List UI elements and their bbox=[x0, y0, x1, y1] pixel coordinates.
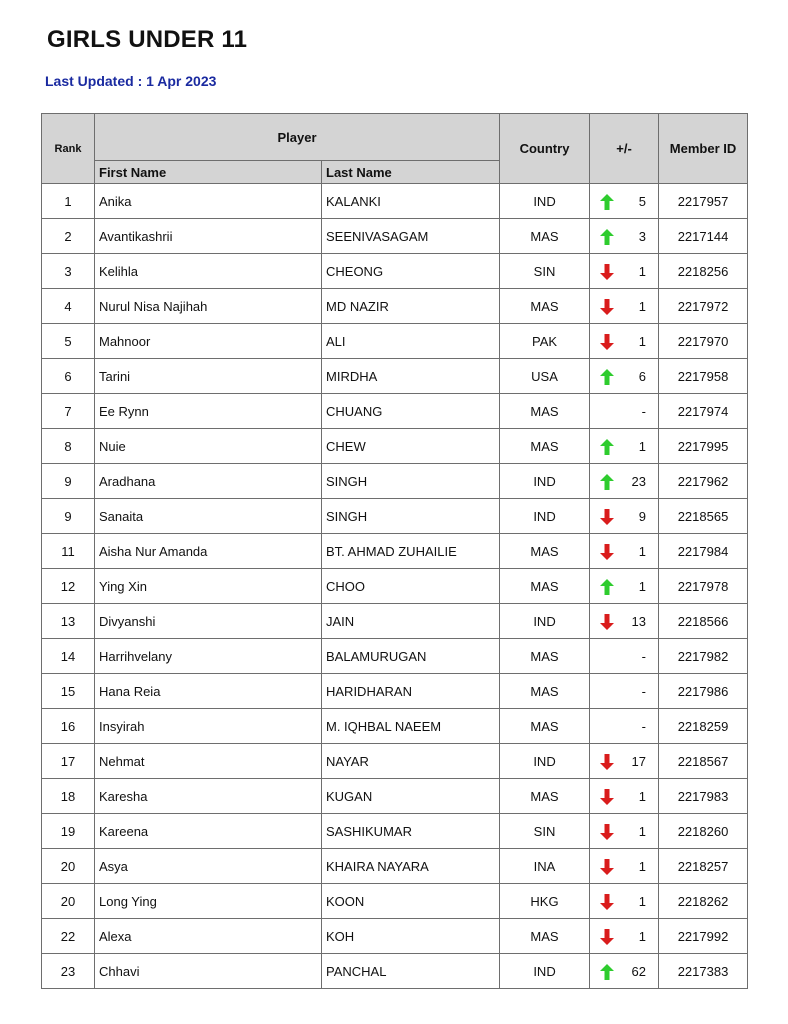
change-value: 1 bbox=[638, 894, 647, 909]
header-country: Country bbox=[500, 114, 590, 184]
header-last-name: Last Name bbox=[322, 161, 500, 184]
rank-cell: 3 bbox=[42, 254, 95, 289]
first-name-cell: Harrihvelany bbox=[95, 639, 322, 674]
arrow-up-icon bbox=[600, 964, 614, 980]
change-value: 1 bbox=[638, 544, 647, 559]
country-cell: MAS bbox=[500, 709, 590, 744]
last-name-cell: PANCHAL bbox=[322, 954, 500, 989]
first-name-cell: Kareena bbox=[95, 814, 322, 849]
table-row bbox=[42, 919, 748, 954]
rank-cell: 13 bbox=[42, 604, 95, 639]
last-name-cell: KALANKI bbox=[322, 184, 500, 219]
first-name-cell: Mahnoor bbox=[95, 324, 322, 359]
last-name-cell: KUGAN bbox=[322, 779, 500, 814]
country-cell: IND bbox=[500, 954, 590, 989]
rank-cell: 16 bbox=[42, 709, 95, 744]
arrow-down-icon bbox=[600, 299, 614, 315]
last-name-cell: SINGH bbox=[322, 464, 500, 499]
first-name-cell: Tarini bbox=[95, 359, 322, 394]
first-name-cell: Aisha Nur Amanda bbox=[95, 534, 322, 569]
country-cell: MAS bbox=[500, 639, 590, 674]
country-cell: MAS bbox=[500, 289, 590, 324]
member-id-cell: 2217983 bbox=[659, 779, 748, 814]
member-id-cell: 2217995 bbox=[659, 429, 748, 464]
rank-cell: 8 bbox=[42, 429, 95, 464]
last-name-cell: ALI bbox=[322, 324, 500, 359]
arrow-down-icon bbox=[600, 894, 614, 910]
change-value: 3 bbox=[638, 229, 647, 244]
change-value: 1 bbox=[638, 859, 647, 874]
arrow-down-icon bbox=[600, 929, 614, 945]
member-id-cell: 2217383 bbox=[659, 954, 748, 989]
change-value: 17 bbox=[631, 754, 647, 769]
arrow-down-icon bbox=[600, 859, 614, 875]
member-id-cell: 2218260 bbox=[659, 814, 748, 849]
country-cell: PAK bbox=[500, 324, 590, 359]
change-cell bbox=[590, 254, 659, 289]
member-id-cell: 2217982 bbox=[659, 639, 748, 674]
table-row bbox=[42, 359, 748, 394]
rank-cell: 2 bbox=[42, 219, 95, 254]
last-name-cell: SEENIVASAGAM bbox=[322, 219, 500, 254]
member-id-cell: 2217970 bbox=[659, 324, 748, 359]
rank-cell: 23 bbox=[42, 954, 95, 989]
first-name-cell: Nurul Nisa Najihah bbox=[95, 289, 322, 324]
header-change: +/- bbox=[590, 114, 659, 184]
last-name-cell: JAIN bbox=[322, 604, 500, 639]
country-cell: MAS bbox=[500, 919, 590, 954]
page-title: GIRLS UNDER 11 bbox=[47, 26, 248, 53]
member-id-cell: 2218262 bbox=[659, 884, 748, 919]
table-row bbox=[42, 814, 748, 849]
arrow-down-icon bbox=[600, 789, 614, 805]
change-cell bbox=[590, 219, 659, 254]
change-value: - bbox=[641, 404, 647, 419]
first-name-cell: Chhavi bbox=[95, 954, 322, 989]
first-name-cell: Hana Reia bbox=[95, 674, 322, 709]
change-cell bbox=[590, 289, 659, 324]
last-name-cell: CHOO bbox=[322, 569, 500, 604]
last-name-cell: M. IQHBAL NAEEM bbox=[322, 709, 500, 744]
last-name-cell: SASHIKUMAR bbox=[322, 814, 500, 849]
first-name-cell: Alexa bbox=[95, 919, 322, 954]
last-updated: Last Updated : 1 Apr 2023 bbox=[45, 73, 217, 89]
first-name-cell: Divyanshi bbox=[95, 604, 322, 639]
table-row bbox=[42, 779, 748, 814]
change-value: 1 bbox=[638, 334, 647, 349]
member-id-cell: 2217972 bbox=[659, 289, 748, 324]
change-cell bbox=[590, 464, 659, 499]
rank-cell: 20 bbox=[42, 884, 95, 919]
first-name-cell: Kelihla bbox=[95, 254, 322, 289]
change-cell bbox=[590, 884, 659, 919]
country-cell: HKG bbox=[500, 884, 590, 919]
table-row bbox=[42, 744, 748, 779]
arrow-down-icon bbox=[600, 264, 614, 280]
rank-cell: 14 bbox=[42, 639, 95, 674]
last-name-cell: CHEW bbox=[322, 429, 500, 464]
rank-cell: 9 bbox=[42, 464, 95, 499]
member-id-cell: 2217144 bbox=[659, 219, 748, 254]
arrow-up-icon bbox=[600, 474, 614, 490]
change-value: - bbox=[641, 684, 647, 699]
change-value: 13 bbox=[631, 614, 647, 629]
table-row bbox=[42, 884, 748, 919]
arrow-up-icon bbox=[600, 369, 614, 385]
change-cell bbox=[590, 429, 659, 464]
rank-cell: 15 bbox=[42, 674, 95, 709]
country-cell: USA bbox=[500, 359, 590, 394]
change-cell bbox=[590, 709, 659, 744]
first-name-cell: Insyirah bbox=[95, 709, 322, 744]
change-value: 1 bbox=[638, 929, 647, 944]
last-name-cell: BT. AHMAD ZUHAILIE bbox=[322, 534, 500, 569]
change-value: - bbox=[641, 649, 647, 664]
rankings-table bbox=[41, 113, 748, 989]
table-row bbox=[42, 604, 748, 639]
rank-cell: 22 bbox=[42, 919, 95, 954]
member-id-cell: 2217962 bbox=[659, 464, 748, 499]
first-name-cell: Nuie bbox=[95, 429, 322, 464]
table-row bbox=[42, 324, 748, 359]
change-cell bbox=[590, 779, 659, 814]
member-id-cell: 2218566 bbox=[659, 604, 748, 639]
rank-cell: 11 bbox=[42, 534, 95, 569]
last-name-cell: KOON bbox=[322, 884, 500, 919]
rank-cell: 5 bbox=[42, 324, 95, 359]
table-row bbox=[42, 429, 748, 464]
arrow-down-icon bbox=[600, 509, 614, 525]
member-id-cell: 2218567 bbox=[659, 744, 748, 779]
change-cell bbox=[590, 849, 659, 884]
change-cell bbox=[590, 639, 659, 674]
rank-cell: 4 bbox=[42, 289, 95, 324]
change-cell bbox=[590, 744, 659, 779]
change-cell bbox=[590, 534, 659, 569]
member-id-cell: 2218565 bbox=[659, 499, 748, 534]
header-first-name: First Name bbox=[95, 161, 322, 184]
rank-cell: 20 bbox=[42, 849, 95, 884]
member-id-cell: 2217974 bbox=[659, 394, 748, 429]
arrow-down-icon bbox=[600, 824, 614, 840]
last-name-cell: SINGH bbox=[322, 499, 500, 534]
country-cell: MAS bbox=[500, 569, 590, 604]
arrow-up-icon bbox=[600, 579, 614, 595]
first-name-cell: Anika bbox=[95, 184, 322, 219]
first-name-cell: Ying Xin bbox=[95, 569, 322, 604]
change-value: - bbox=[641, 719, 647, 734]
change-value: 23 bbox=[631, 474, 647, 489]
country-cell: IND bbox=[500, 184, 590, 219]
change-value: 6 bbox=[638, 369, 647, 384]
change-cell bbox=[590, 674, 659, 709]
table-row bbox=[42, 569, 748, 604]
change-cell bbox=[590, 954, 659, 989]
first-name-cell: Nehmat bbox=[95, 744, 322, 779]
change-cell bbox=[590, 359, 659, 394]
country-cell: MAS bbox=[500, 779, 590, 814]
first-name-cell: Ee Rynn bbox=[95, 394, 322, 429]
arrow-up-icon bbox=[600, 194, 614, 210]
member-id-cell: 2218259 bbox=[659, 709, 748, 744]
country-cell: IND bbox=[500, 464, 590, 499]
table-row bbox=[42, 254, 748, 289]
change-cell bbox=[590, 814, 659, 849]
first-name-cell: Asya bbox=[95, 849, 322, 884]
country-cell: SIN bbox=[500, 254, 590, 289]
rank-cell: 6 bbox=[42, 359, 95, 394]
table-row bbox=[42, 849, 748, 884]
change-value: 9 bbox=[638, 509, 647, 524]
country-cell: SIN bbox=[500, 814, 590, 849]
table-row bbox=[42, 394, 748, 429]
country-cell: MAS bbox=[500, 219, 590, 254]
arrow-down-icon bbox=[600, 614, 614, 630]
country-cell: MAS bbox=[500, 394, 590, 429]
member-id-cell: 2217992 bbox=[659, 919, 748, 954]
rank-cell: 12 bbox=[42, 569, 95, 604]
change-value: 1 bbox=[638, 264, 647, 279]
table-row bbox=[42, 464, 748, 499]
header-player: Player bbox=[95, 114, 500, 161]
table-row bbox=[42, 219, 748, 254]
table-row bbox=[42, 639, 748, 674]
change-cell bbox=[590, 184, 659, 219]
table-row bbox=[42, 954, 748, 989]
arrow-up-icon bbox=[600, 439, 614, 455]
change-value: 1 bbox=[638, 299, 647, 314]
change-value: 1 bbox=[638, 824, 647, 839]
header-rank: Rank bbox=[42, 114, 95, 184]
last-name-cell: MIRDHA bbox=[322, 359, 500, 394]
member-id-cell: 2217984 bbox=[659, 534, 748, 569]
change-value: 1 bbox=[638, 579, 647, 594]
arrow-down-icon bbox=[600, 544, 614, 560]
country-cell: MAS bbox=[500, 429, 590, 464]
change-value: 1 bbox=[638, 439, 647, 454]
last-name-cell: MD NAZIR bbox=[322, 289, 500, 324]
rankings-body bbox=[42, 184, 748, 989]
header-member-id: Member ID bbox=[659, 114, 748, 184]
table-row bbox=[42, 289, 748, 324]
member-id-cell: 2217958 bbox=[659, 359, 748, 394]
member-id-cell: 2218257 bbox=[659, 849, 748, 884]
table-row bbox=[42, 709, 748, 744]
change-cell bbox=[590, 394, 659, 429]
first-name-cell: Karesha bbox=[95, 779, 322, 814]
rank-cell: 17 bbox=[42, 744, 95, 779]
country-cell: IND bbox=[500, 744, 590, 779]
last-name-cell: BALAMURUGAN bbox=[322, 639, 500, 674]
table-row bbox=[42, 184, 748, 219]
last-name-cell: HARIDHARAN bbox=[322, 674, 500, 709]
first-name-cell: Long Ying bbox=[95, 884, 322, 919]
first-name-cell: Avantikashrii bbox=[95, 219, 322, 254]
last-name-cell: CHEONG bbox=[322, 254, 500, 289]
change-value: 62 bbox=[631, 964, 647, 979]
country-cell: MAS bbox=[500, 674, 590, 709]
country-cell: INA bbox=[500, 849, 590, 884]
rank-cell: 18 bbox=[42, 779, 95, 814]
member-id-cell: 2217986 bbox=[659, 674, 748, 709]
rank-cell: 9 bbox=[42, 499, 95, 534]
change-cell bbox=[590, 569, 659, 604]
table-row bbox=[42, 674, 748, 709]
country-cell: IND bbox=[500, 604, 590, 639]
last-name-cell: CHUANG bbox=[322, 394, 500, 429]
change-value: 1 bbox=[638, 789, 647, 804]
first-name-cell: Sanaita bbox=[95, 499, 322, 534]
change-cell bbox=[590, 604, 659, 639]
rank-cell: 7 bbox=[42, 394, 95, 429]
country-cell: MAS bbox=[500, 534, 590, 569]
change-cell bbox=[590, 499, 659, 534]
last-name-cell: KOH bbox=[322, 919, 500, 954]
change-value: 5 bbox=[638, 194, 647, 209]
change-cell bbox=[590, 324, 659, 359]
rank-cell: 19 bbox=[42, 814, 95, 849]
first-name-cell: Aradhana bbox=[95, 464, 322, 499]
change-cell bbox=[590, 919, 659, 954]
member-id-cell: 2218256 bbox=[659, 254, 748, 289]
table-row bbox=[42, 499, 748, 534]
arrow-down-icon bbox=[600, 754, 614, 770]
arrow-up-icon bbox=[600, 229, 614, 245]
table-row bbox=[42, 534, 748, 569]
arrow-down-icon bbox=[600, 334, 614, 350]
country-cell: IND bbox=[500, 499, 590, 534]
rank-cell: 1 bbox=[42, 184, 95, 219]
member-id-cell: 2217957 bbox=[659, 184, 748, 219]
member-id-cell: 2217978 bbox=[659, 569, 748, 604]
last-name-cell: KHAIRA NAYARA bbox=[322, 849, 500, 884]
last-name-cell: NAYAR bbox=[322, 744, 500, 779]
